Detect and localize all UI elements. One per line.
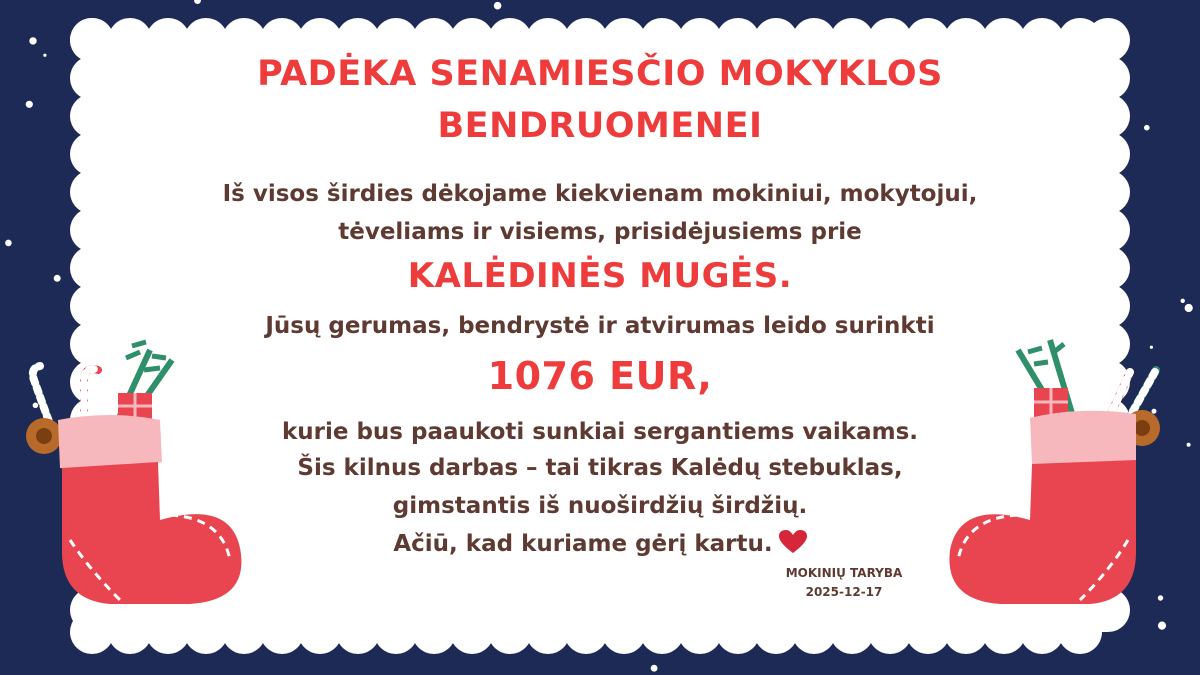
- card-scallop: [298, 610, 342, 654]
- signature-date: 2025-12-17: [805, 585, 883, 599]
- card-scallop: [412, 610, 456, 654]
- snow-dot: [29, 37, 36, 44]
- card-scallop: [982, 610, 1026, 654]
- card-scallop: [184, 610, 228, 654]
- title-line-1: PADĖKA SENAMIESČIO MOKYKLOS: [257, 54, 943, 94]
- snow-dot: [1181, 299, 1185, 303]
- miracle-line: Šis kilnus darbas – tai tikras Kalėdų stebuklas,: [297, 455, 903, 481]
- collected-line: Jūsų gerumas, bendrystė ir atvirumas leido surinkti: [265, 313, 935, 339]
- card-scallop: [488, 610, 532, 654]
- card-scallop: [716, 610, 760, 654]
- card-scallop: [640, 610, 684, 654]
- card-scallop: [830, 610, 874, 654]
- card-scallop: [222, 610, 266, 654]
- donation-line: kurie bus paaukoti sunkiai sergantiems vaikams.: [281, 419, 919, 445]
- signature-block: [734, 564, 954, 602]
- event-name: KALĖDINĖS MUGĖS.: [407, 256, 793, 296]
- card-scallop: [678, 610, 722, 654]
- card-scallop: [602, 610, 646, 654]
- heart-icon: [779, 530, 807, 554]
- hearts-line: gimstantis iš nuoširdžių širdžių.: [392, 493, 808, 519]
- thanks-line: [0, 528, 1200, 560]
- snow-dot: [1158, 622, 1166, 630]
- card-scallop: [906, 610, 950, 654]
- card-scallop: [374, 610, 418, 654]
- snow-dot: [651, 665, 658, 672]
- snow-dot: [33, 403, 39, 409]
- intro-line-2: tėveliams ir visiems, prisidėjusiems prie: [338, 219, 862, 245]
- card-scallop: [564, 610, 608, 654]
- card-scallop: [260, 610, 304, 654]
- card-scallop: [526, 610, 570, 654]
- signature-name: MOKINIŲ TARYBA: [785, 566, 903, 580]
- card-scallop: [108, 610, 152, 654]
- card-scallop: [1020, 610, 1064, 654]
- card-scallop: [336, 610, 380, 654]
- snow-dot: [1150, 346, 1153, 349]
- intro-line-1: Iš visos širdies dėkojame kiekvienam mokiniui, mokytojui,: [222, 181, 978, 207]
- card-scallop: [944, 610, 988, 654]
- card-scallop: [450, 610, 494, 654]
- card-scallop: [868, 610, 912, 654]
- card-scallop: [792, 610, 836, 654]
- snow-dot: [1152, 409, 1157, 414]
- title-line-2: BENDRUOMENEI: [437, 106, 763, 146]
- thanks-text: Ačiū, kad kuriame gėrį kartu.: [393, 531, 773, 557]
- snow-dot: [494, 2, 502, 10]
- snow-dot: [1158, 595, 1163, 600]
- card-scallop: [754, 610, 798, 654]
- amount: 1076 EUR,: [487, 354, 713, 398]
- card-scallop: [146, 610, 190, 654]
